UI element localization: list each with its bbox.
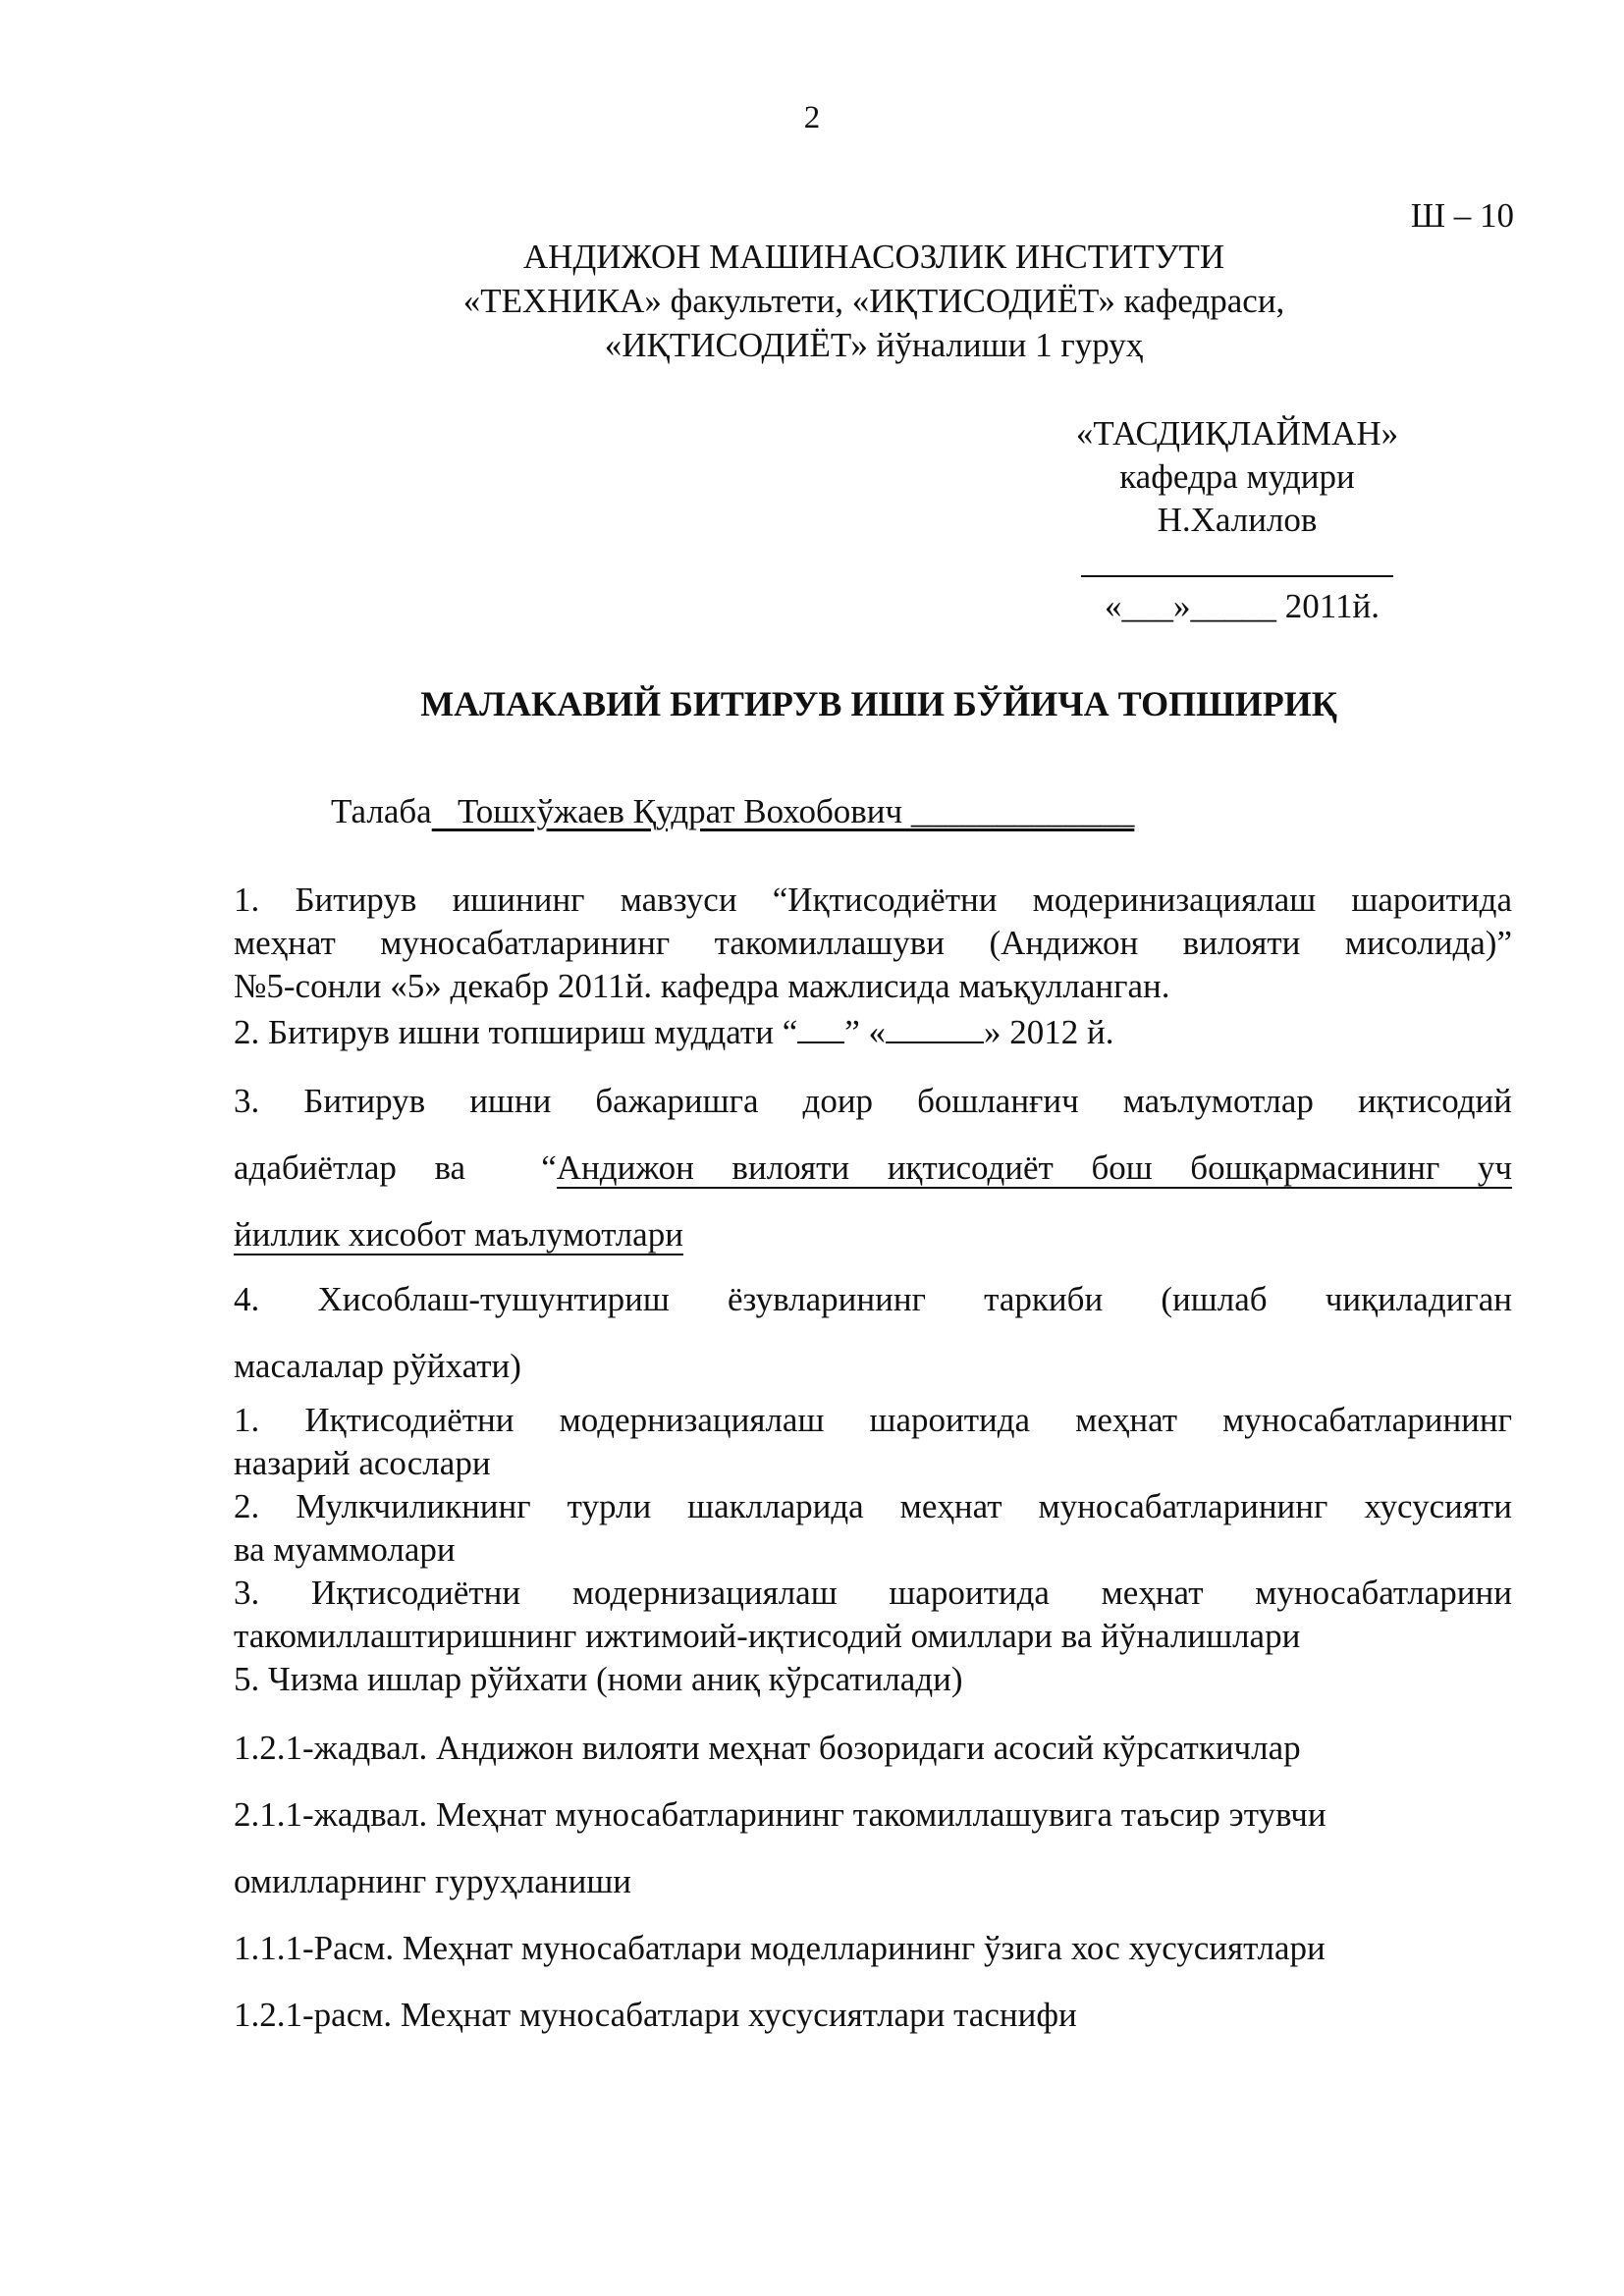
faculty-line: «ТЕХНИКА» факультети, «ИҚТИСОДИЁТ» кафедраси, <box>462 282 1285 320</box>
topic-3-line-1: 3. Иқтисодиётни модернизациялаш шароитида меҳнат муносабатларини <box>234 1574 1512 1612</box>
page-number: 2 <box>803 100 821 135</box>
item-5: 5. Чизма ишлар рўйхати (номи аниқ кўрсатилади) <box>234 1660 963 1698</box>
drawing-2-line-2: омилларнинг гуруҳланиши <box>234 1862 632 1900</box>
direction-line: «ИҚТИСОДИЁТ» йўналиши 1 гуруҳ <box>604 326 1144 364</box>
topics-list <box>234 1399 1512 1701</box>
student-name: Тошхўжаев Қудрат Вохобович _____________ <box>431 792 1135 830</box>
item-4 <box>234 1266 1512 1400</box>
drawings-list <box>234 1715 1512 2049</box>
item-3-source: Андижон вилояти иқтисодиёт бош бошқармасининг уч <box>556 1148 1512 1187</box>
item-1-line-2: меҳнат муносабатларининг такомиллашуви (Андижон вилояти мисолида)” <box>234 924 1512 962</box>
item-3-line-2-prefix: адабиётлар ва “ <box>234 1148 557 1187</box>
student-label: Талаба <box>331 792 432 830</box>
topic-1-line-1: 1. Иқтисодиётни модернизациялаш шароитида меҳнат муносабатларининг <box>234 1401 1512 1439</box>
student-line <box>331 790 1134 833</box>
deadline-month-blank <box>886 1012 984 1043</box>
item-4-line-1: 4. Хисоблаш-тушунтириш ёзувларининг таркиби (ишлаб чиқиладиган <box>234 1280 1512 1318</box>
item-3-line-2 <box>234 1135 1512 1201</box>
approval-date: «___»_____ 2011й. <box>1105 587 1380 625</box>
topic-1-line-2: назарий асослари <box>234 1444 491 1482</box>
approval-title: «ТАСДИҚЛАЙМАН» <box>1075 414 1399 453</box>
institute-name: АНДИЖОН МАШИНАСОЗЛИК ИНСТИТУТИ <box>522 238 1225 276</box>
drawing-3: 1.1.1-Расм. Меҳнат муносабатлари моделларининг ўзига хос хусусиятлари <box>234 1929 1326 1967</box>
form-code: Ш – 10 <box>1410 196 1514 235</box>
topic-2-line-2: ва муаммолари <box>234 1530 456 1569</box>
item-2-middle: ” « <box>844 1013 887 1051</box>
item-1-line-1: 1. Битирув ишининг мавзуси “Иқтисодиётни модеринизациялаш шароитида <box>234 881 1512 919</box>
item-3-line-3: йиллик хисобот маълумотлари <box>234 1215 683 1254</box>
item-2 <box>234 1011 1512 1054</box>
approval-block <box>1060 412 1414 628</box>
item-4-line-2: масалалар рўйхати) <box>234 1347 521 1385</box>
deadline-day-blank <box>797 1012 844 1043</box>
signature-line <box>1060 542 1414 585</box>
item-2-suffix: » 2012 й. <box>984 1013 1114 1051</box>
item-3-line-1: 3. Битирув ишни бажаришга доир бошланғич маълумотлар иқтисодий <box>234 1082 1512 1120</box>
topic-2-line-1: 2. Мулкчиликнинг турли шаклларида меҳнат муносабатларининг хусусияти <box>234 1487 1512 1525</box>
item-3 <box>234 1068 1512 1268</box>
approval-position: кафедра мудири <box>1119 457 1355 496</box>
drawing-4: 1.2.1-расм. Меҳнат муносабатлари хусусиятлари таснифи <box>234 1996 1077 2034</box>
drawing-2-line-1: 2.1.1-жадвал. Меҳнат муносабатларининг такомиллашувига таъсир этувчи <box>234 1795 1326 1834</box>
item-2-prefix: 2. Битирув ишни топшириш муддати “ <box>234 1013 798 1051</box>
item-1-line-3: №5-сонли «5» декабр 2011й. кафедра мажлисида маъқулланган. <box>234 967 1170 1005</box>
drawing-1: 1.2.1-жадвал. Андижон вилояти меҳнат бозоридаги асосий кўрсаткичлар <box>234 1729 1301 1767</box>
main-title: МАЛАКАВИЙ БИТИРУВ ИШИ БЎЙИЧА ТОПШИРИҚ <box>420 684 1337 723</box>
approval-name: Н.Халилов <box>1157 501 1318 539</box>
topic-3-line-2: такомиллаштиришнинг ижтимоий-иқтисодий омиллари ва йўналишлари <box>234 1617 1301 1655</box>
item-1 <box>234 879 1512 1008</box>
